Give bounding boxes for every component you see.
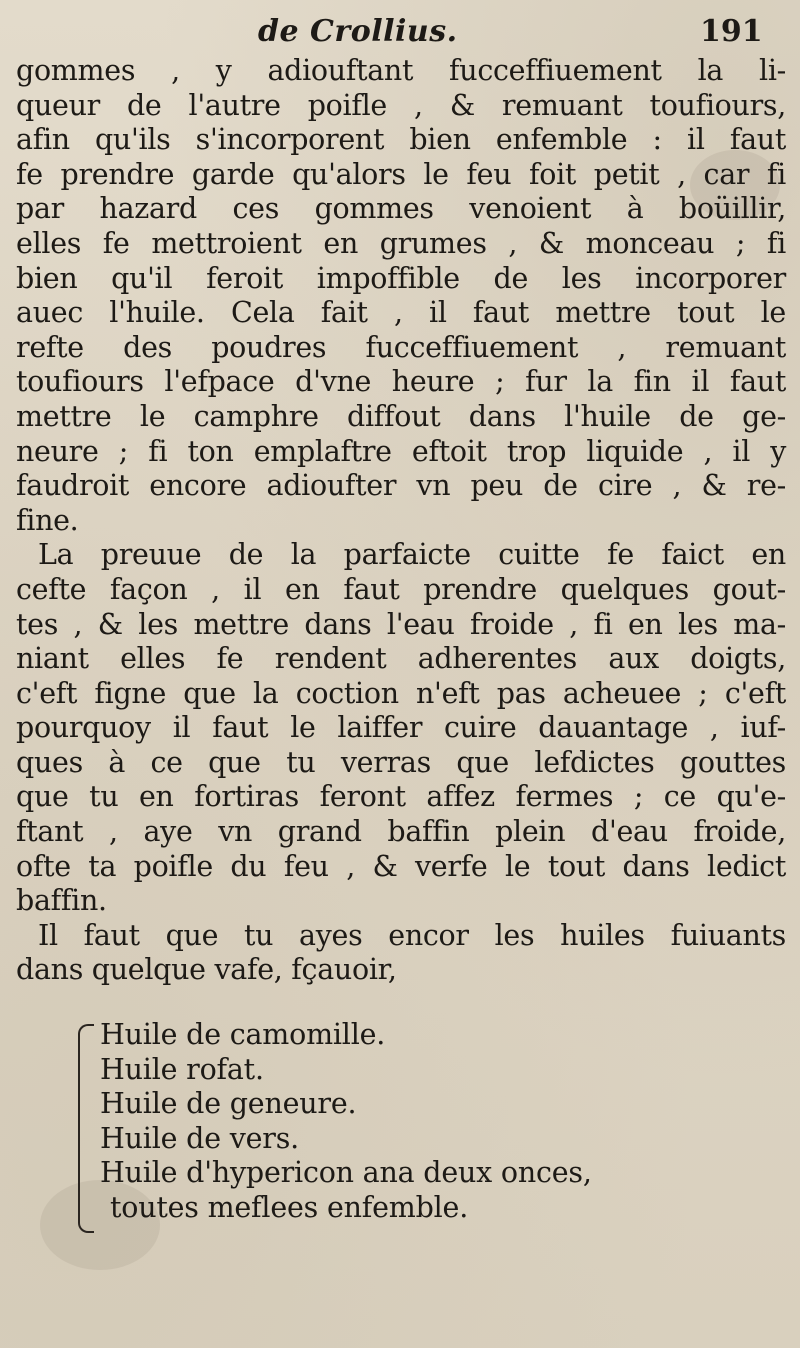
text-line: faudroit encore adioufter vn peu de cire , & re- <box>16 469 786 503</box>
text-line: cefte façon , il en faut prendre quelques gout- <box>16 572 786 606</box>
text-line: fe prendre garde qu'alors le feu foit petit , car fi <box>16 157 786 191</box>
list-item: Huile de vers. <box>100 1121 300 1155</box>
running-head-title: de Crollius. <box>258 14 458 49</box>
text-line: dans quelque vafe, fçauoir, <box>16 953 397 987</box>
text-line: que tu en fortiras feront affez fermes ; ce qu'e- <box>16 780 786 814</box>
running-head <box>0 10 800 50</box>
text-line: tes , & les mettre dans l'eau froide , fi en les ma- <box>16 607 786 641</box>
text-line: par hazard ces gommes venoient à boüillir, <box>16 192 786 226</box>
brace-bracket <box>78 1024 94 1233</box>
text-line: ofte ta poifle du feu , & verfe le tout dans ledict <box>16 849 786 883</box>
text-line: bien qu'il feroit impoffible de les incorporer <box>16 261 786 295</box>
list-item: Huile de geneure. <box>100 1087 357 1121</box>
text-line: baffin. <box>16 884 107 918</box>
text-line: ques à ce que tu verras que lefdictes gouttes <box>16 745 786 779</box>
text-line: niant elles fe rendent adherentes aux doigts, <box>16 642 786 676</box>
text-line: Il faut que tu ayes encor les huiles fuiuants <box>38 918 786 952</box>
page-number: 191 <box>700 14 763 49</box>
text-line: afin qu'ils s'incorporent bien enfemble : il faut <box>16 123 786 157</box>
text-line: refte des poudres fucceffiuement , remuant <box>16 330 786 364</box>
list-item: Huile rofat. <box>100 1052 264 1086</box>
text-line: elles fe mettroient en grumes , & monceau ; fi <box>16 226 786 260</box>
text-line: mettre le camphre diffout dans l'huile de ge- <box>16 399 786 433</box>
list-item: Huile d'hypericon ana deux onces, <box>100 1156 592 1190</box>
text-line: ftant , aye vn grand baffin plein d'eau froide, <box>16 815 786 849</box>
text-line: toufiours l'efpace d'vne heure ; fur la fin il faut <box>16 365 786 399</box>
text-line: c'eft figne que la coction n'eft pas acheuee ; c'eft <box>16 676 786 710</box>
text-line: gommes , y adiouftant fucceffiuement la li- <box>16 54 786 87</box>
body-text <box>16 54 786 988</box>
text-line: La preuue de la parfaicte cuitte fe faict en <box>38 538 786 572</box>
text-line: neure ; fi ton emplaftre eftoit trop liquide , il y <box>16 434 786 468</box>
text-line: auec l'huile. Cela fait , il faut mettre tout le <box>16 296 786 330</box>
text-line: fine. <box>16 503 79 537</box>
list-item: toutes meflees enfemble. <box>110 1190 469 1224</box>
text-line: pourquoy il faut le laiffer cuire dauantage , iuf- <box>16 711 786 745</box>
oil-list <box>100 1018 740 1226</box>
list-item: Huile de camomille. <box>100 1018 386 1051</box>
text-line: queur de l'autre poifle , & remuant toufiours, <box>16 88 786 122</box>
